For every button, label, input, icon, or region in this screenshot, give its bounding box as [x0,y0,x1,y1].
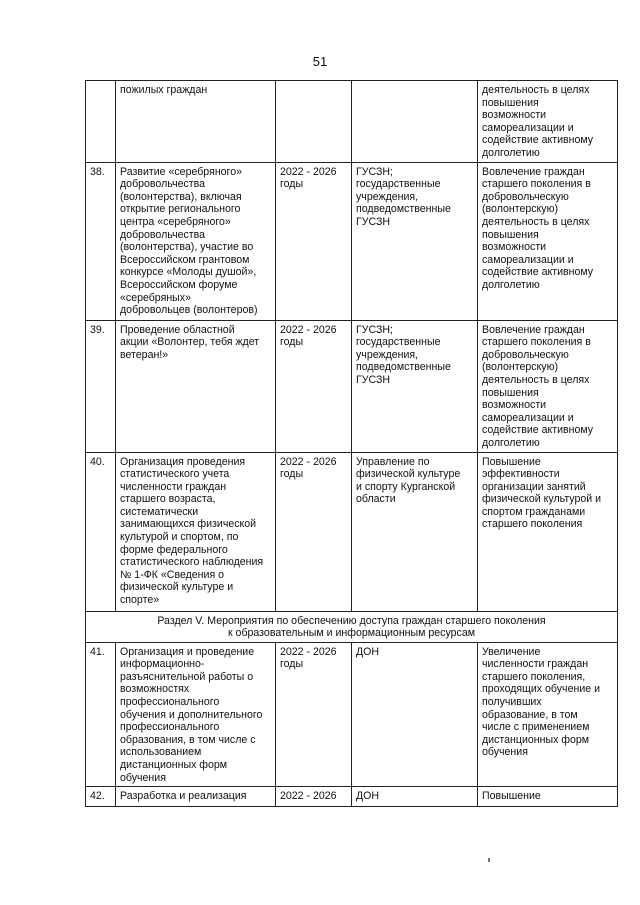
expected-result: Увеличение численности граждан старшего поколения, проходящих обучение и получивших образование, в том числе с применением дистанционных форм обучения [478,642,618,787]
row-number: 42. [86,787,116,807]
implementation-period [276,81,352,163]
table-row [86,320,618,452]
implementation-period: 2022 - 2026 годы [276,452,352,611]
row-number: 40. [86,452,116,611]
event-description: Разработка и реализация [116,787,276,807]
responsible-executor: ГУСЗН; государственные учреждения, подведомственные ГУСЗН [352,320,478,452]
event-description: Развитие «серебряного» добровольчества (волонтерства), включая открытие регионального центра «серебряного» добровольчества (волонтерства), участие во Всероссийском грантовом конкурсе «Молоды душой», Всероссийском форуме «серебряных» добровольцев (волонтеров) [116,162,276,320]
responsible-executor [352,81,478,163]
responsible-executor: ДОН [352,787,478,807]
responsible-executor: ДОН [352,642,478,787]
table-row [86,452,618,611]
expected-result: Повышение [478,787,618,807]
row-number: 39. [86,320,116,452]
section-header-row [86,611,618,642]
event-description: Организация и проведение информационно- разъяснительной работы о возможностях профессионального обучения и дополнительного профессионального образования, в том числе с использованием дистанционных форм обучения [116,642,276,787]
measures-table [85,80,618,807]
implementation-period: 2022 - 2026 годы [276,642,352,787]
expected-result: деятельность в целях повышения возможности самореализации и содействие активному долголетию [478,81,618,163]
event-description: Проведение областной акции «Волонтер, тебя ждет ветеран!» [116,320,276,452]
expected-result: Вовлечение граждан старшего поколения в добровольческую (волонтерскую) деятельность в целях повышения возможности самореализации и содействие активному долголетию [478,162,618,320]
implementation-period: 2022 - 2026 [276,787,352,807]
event-description: пожилых граждан [116,81,276,163]
expected-result: Вовлечение граждан старшего поколения в добровольческую (волонтерскую) деятельность в целях повышения возможности самореализации и содействие активному долголетию [478,320,618,452]
row-number: 38. [86,162,116,320]
responsible-executor: ГУСЗН; государственные учреждения, подведомственные ГУСЗН [352,162,478,320]
table-row [86,787,618,807]
section-title: Раздел V. Мероприятия по обеспечению доступа граждан старшего поколения к образовательным и информационным ресурсам [86,611,618,642]
row-number [86,81,116,163]
table-row [86,162,618,320]
table-row [86,81,618,163]
page-number: 51 [312,54,328,69]
responsible-executor: Управление по физической культуре и спорту Курганской области [352,452,478,611]
implementation-period: 2022 - 2026 годы [276,320,352,452]
expected-result: Повышение эффективности организации занятий физической культурой и спортом гражданами старшего поколения [478,452,618,611]
event-description: Организация проведения статистического учета численности граждан старшего возраста, систематически занимающихся физической культурой и спортом, по форме федерального статистического наблюдения № 1-ФК «Сведения о физической культуре и спорте» [116,452,276,611]
table-row [86,642,618,787]
row-number: 41. [86,642,116,787]
implementation-period: 2022 - 2026 годы [276,162,352,320]
scan-speck [488,858,490,862]
